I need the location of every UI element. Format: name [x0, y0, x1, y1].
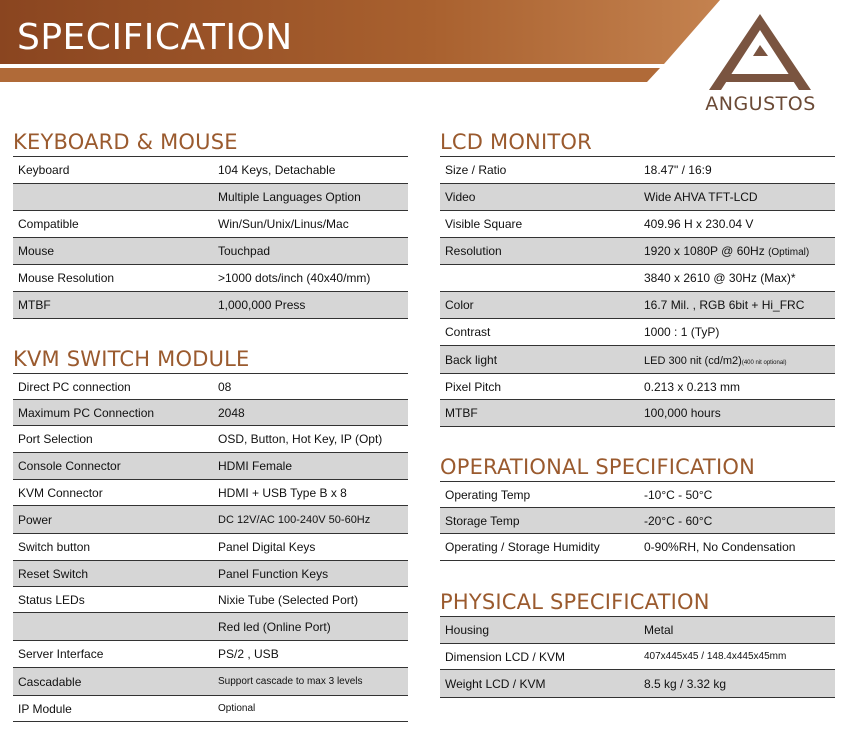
section-heading: LCD MONITOR	[440, 130, 592, 154]
row-value: 8.5 kg / 3.32 kg	[644, 676, 727, 691]
table-row	[440, 238, 835, 265]
table-row	[440, 617, 835, 644]
row-value: OSD, Button, Hot Key, IP (Opt)	[218, 432, 383, 446]
table-row	[13, 211, 408, 238]
table-row	[13, 238, 408, 265]
row-label: Back light	[445, 352, 498, 367]
row-value: Nixie Tube (Selected Port)	[218, 592, 359, 607]
table-row	[13, 534, 408, 561]
row-label: Maximum PC Connection	[18, 405, 155, 420]
row-label: Port Selection	[18, 432, 93, 446]
spec-table	[440, 156, 835, 427]
row-label: MTBF	[18, 298, 51, 312]
table-row	[440, 319, 835, 346]
row-label: Size / Ratio	[445, 163, 507, 177]
row-value: >1000 dots/inch (40x40/mm)	[218, 271, 371, 285]
row-value: 08	[218, 379, 232, 394]
row-value: 0.213 x 0.213 mm	[644, 379, 741, 394]
table-row	[13, 613, 408, 641]
table-row	[13, 184, 408, 211]
row-value: Panel Function Keys	[218, 566, 329, 581]
row-label: Color	[445, 298, 474, 312]
row-value: 100,000 hours	[644, 406, 721, 420]
row-label: Visible Square	[445, 217, 523, 231]
row-value: Multiple Languages Option	[218, 190, 361, 204]
row-value: Panel Digital Keys	[218, 540, 316, 554]
table-row	[440, 157, 835, 184]
page-title: SPECIFICATION	[17, 17, 293, 58]
row-value-text: LED 300 nit (cd/m2)	[644, 354, 742, 367]
lcd-monitor-section	[440, 128, 835, 427]
table-row	[440, 644, 835, 670]
row-value: Optional	[218, 703, 256, 714]
row-label: Resolution	[445, 244, 502, 258]
section-heading: PHYSICAL SPECIFICATION	[440, 590, 710, 614]
table-row	[440, 292, 835, 319]
table-row	[13, 696, 408, 722]
row-label: Operating Temp	[445, 487, 531, 502]
table-row	[13, 400, 408, 426]
row-label: MTBF	[445, 406, 478, 420]
table-row	[440, 508, 835, 534]
row-value: Touchpad	[218, 244, 271, 258]
table-row	[440, 482, 835, 508]
row-value: -20°C - 60°C	[644, 513, 713, 528]
table-row	[13, 426, 408, 453]
row-label: Switch button	[18, 540, 91, 554]
table-row	[440, 265, 835, 292]
section-heading: OPERATIONAL SPECIFICATION	[440, 455, 755, 479]
row-value: 18.47" / 16:9	[644, 163, 712, 177]
row-value: Wide AHVA TFT-LCD	[644, 190, 758, 204]
row-value: Support cascade to max 3 levels	[218, 676, 363, 687]
row-label: Console Connector	[18, 459, 121, 473]
row-label: Pixel Pitch	[445, 379, 502, 394]
spec-table	[13, 373, 408, 722]
table-row	[13, 265, 408, 292]
table-row	[13, 453, 408, 480]
row-value: HDMI Female	[218, 459, 293, 473]
row-value: 3840 x 2610 @ 30Hz (Max)*	[644, 271, 796, 285]
row-value: HDMI + USB Type B x 8	[218, 485, 347, 500]
physical-spec-section	[440, 588, 835, 698]
spec-table	[13, 156, 408, 319]
keyboard-mouse-section	[13, 128, 408, 319]
table-row	[440, 184, 835, 211]
row-label: Compatible	[18, 217, 79, 231]
row-label: Direct PC connection	[18, 379, 131, 394]
row-value-note: (400 nit optional)	[741, 359, 787, 366]
kvm-switch-section	[13, 345, 408, 722]
row-label: Server Interface	[18, 647, 104, 661]
row-label: Dimension LCD / KVM	[445, 649, 566, 664]
table-row	[13, 480, 408, 506]
row-value: 0-90%RH, No Condensation	[644, 540, 796, 554]
row-label: Storage Temp	[445, 513, 520, 528]
row-label: Cascadable	[18, 674, 82, 689]
table-row	[13, 587, 408, 613]
section-heading: KVM SWITCH MODULE	[13, 347, 250, 371]
row-value: Red led (Online Port)	[218, 619, 331, 634]
table-row	[440, 211, 835, 238]
row-value: 16.7 Mil. , RGB 6bit + Hi_FRC	[644, 298, 805, 312]
row-label: Power	[18, 512, 53, 527]
operational-spec-section	[440, 453, 835, 561]
table-row	[440, 346, 835, 374]
row-value: 409.96 H x 230.04 V	[644, 217, 754, 231]
row-value: 2048	[218, 405, 245, 420]
row-value: -10°C - 50°C	[644, 487, 713, 502]
row-label: IP Module	[18, 701, 72, 716]
row-value: Metal	[644, 623, 674, 637]
table-row	[13, 506, 408, 534]
table-row	[13, 668, 408, 696]
row-value: Win/Sun/Unix/Linus/Mac	[218, 217, 349, 231]
row-label: Status LEDs	[18, 592, 85, 607]
spec-table	[440, 481, 835, 561]
table-row	[13, 292, 408, 319]
table-row	[440, 670, 835, 698]
row-value-text: 1920 x 1080P @ 60Hz	[644, 244, 765, 258]
logo-text: ANGUSTOS	[705, 93, 816, 115]
row-label: Weight LCD / KVM	[445, 676, 546, 691]
row-label: Housing	[445, 623, 490, 637]
table-row	[13, 641, 408, 668]
row-value-note: (Optimal)	[768, 247, 810, 258]
table-row	[440, 374, 835, 400]
table-row	[13, 157, 408, 184]
row-value: PS/2 , USB	[218, 647, 279, 661]
table-row	[440, 400, 835, 427]
row-value: DC 12V/AC 100-240V 50-60Hz	[218, 513, 371, 526]
spec-table	[440, 616, 835, 698]
row-label: Mouse	[18, 244, 55, 258]
table-row	[13, 374, 408, 400]
row-label: Contrast	[445, 325, 491, 339]
row-value: 407x445x45 / 148.4x445x45mm	[644, 651, 787, 662]
row-value	[644, 353, 835, 367]
row-value: 104 Keys, Detachable	[218, 163, 336, 177]
table-row	[440, 534, 835, 561]
row-value: 1000 : 1 (TyP)	[644, 325, 720, 339]
section-heading: KEYBOARD & MOUSE	[13, 130, 238, 154]
row-label: Keyboard	[18, 163, 70, 177]
row-label: Reset Switch	[18, 566, 89, 581]
table-row	[13, 561, 408, 587]
row-label: Video	[445, 190, 476, 204]
row-value: 1,000,000 Press	[218, 298, 306, 312]
row-label: Mouse Resolution	[18, 271, 115, 285]
row-label: Operating / Storage Humidity	[445, 540, 600, 554]
row-label: KVM Connector	[18, 485, 103, 500]
row-value	[644, 244, 835, 258]
